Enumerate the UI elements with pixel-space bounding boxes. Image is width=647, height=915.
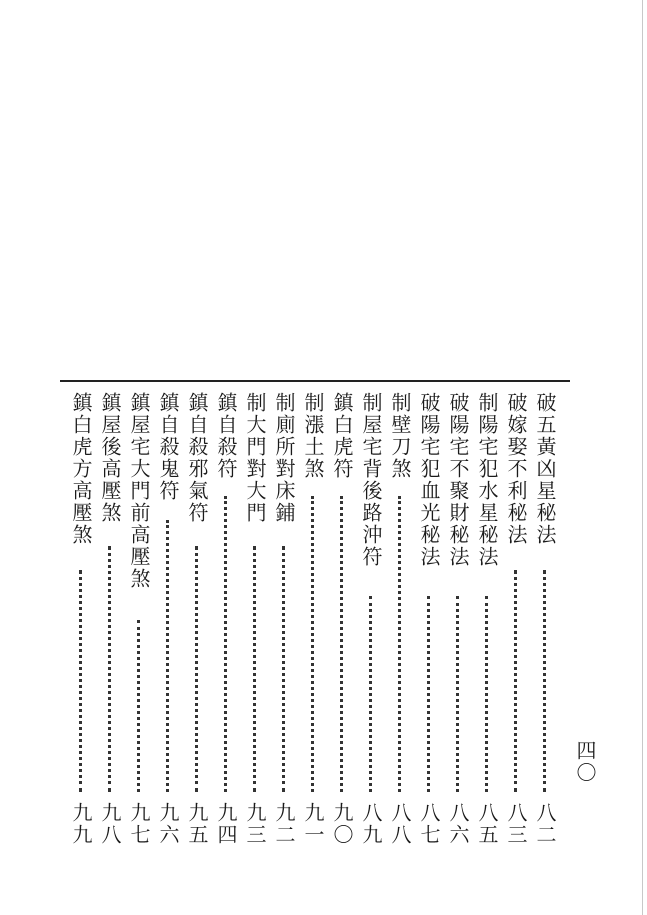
entry-title: 破五黃凶星秘法	[533, 392, 557, 546]
toc-entry-1[interactable]	[530, 392, 560, 862]
dot-leader	[108, 546, 111, 792]
entry-page: 九七	[127, 802, 151, 846]
entry-page: 八九	[359, 802, 383, 846]
toc-entry-14[interactable]	[153, 392, 183, 862]
entry-title: 破陽宅犯血光秘法	[417, 392, 441, 568]
header-rule	[60, 380, 570, 382]
dot-leader	[166, 520, 169, 792]
entry-title: 制大門對大門	[243, 392, 267, 524]
dot-leader	[253, 546, 256, 792]
toc-entry-9[interactable]	[298, 392, 328, 862]
dot-leader	[369, 596, 372, 792]
dot-leader	[398, 496, 401, 792]
table-of-contents	[60, 392, 560, 862]
toc-entry-4[interactable]	[443, 392, 473, 862]
toc-entry-6[interactable]	[385, 392, 415, 862]
entry-title: 鎮白虎方高壓煞	[69, 392, 93, 546]
entry-page: 九九	[69, 802, 93, 846]
toc-entry-3[interactable]	[472, 392, 502, 862]
entry-title: 制陽宅犯水星秘法	[475, 392, 499, 568]
dot-leader	[514, 570, 517, 792]
dot-leader	[195, 546, 198, 792]
toc-entry-7[interactable]	[356, 392, 386, 862]
entry-title: 制屋宅背後路沖符	[359, 392, 383, 568]
toc-entry-16[interactable]	[95, 392, 125, 862]
entry-page: 九四	[214, 802, 238, 846]
dot-leader	[282, 546, 285, 792]
entry-title: 制廁所對床鋪	[272, 392, 296, 524]
entry-page: 八八	[388, 802, 412, 846]
entry-page: 九五	[185, 802, 209, 846]
toc-entry-13[interactable]	[182, 392, 212, 862]
toc-entry-17[interactable]	[66, 392, 96, 862]
toc-entry-2[interactable]	[501, 392, 531, 862]
toc-entry-8[interactable]	[327, 392, 357, 862]
dot-leader	[340, 496, 343, 792]
dot-leader	[485, 596, 488, 792]
dot-leader	[311, 496, 314, 792]
entry-title: 制漲土煞	[301, 392, 325, 480]
entry-title: 破嫁娶不利秘法	[504, 392, 528, 546]
entry-page: 八二	[533, 802, 557, 846]
entry-page: 八六	[446, 802, 470, 846]
toc-entry-5[interactable]	[414, 392, 444, 862]
dot-leader	[137, 620, 140, 792]
toc-entry-11[interactable]	[240, 392, 270, 862]
page-folio: 四〇	[573, 740, 597, 784]
entry-title: 鎮自殺符	[214, 392, 238, 480]
toc-entry-12[interactable]	[211, 392, 241, 862]
entry-page: 八五	[475, 802, 499, 846]
entry-page: 九八	[98, 802, 122, 846]
entry-title: 鎮自殺邪氣符	[185, 392, 209, 524]
dot-leader	[543, 570, 546, 792]
dot-leader	[456, 596, 459, 792]
entry-page: 八七	[417, 802, 441, 846]
entry-title: 制壁刀煞	[388, 392, 412, 480]
entry-page: 九六	[156, 802, 180, 846]
entry-title: 鎮白虎符	[330, 392, 354, 480]
dot-leader	[224, 496, 227, 792]
entry-title: 鎮屋宅大門前高壓煞	[127, 392, 151, 590]
entry-page: 八三	[504, 802, 528, 846]
toc-entry-10[interactable]	[269, 392, 299, 862]
entry-page: 九一	[301, 802, 325, 846]
entry-title: 破陽宅不聚財秘法	[446, 392, 470, 568]
entry-page: 九〇	[330, 802, 354, 846]
toc-entry-15[interactable]	[124, 392, 154, 862]
entry-page: 九二	[272, 802, 296, 846]
entry-title: 鎮自殺鬼符	[156, 392, 180, 502]
dot-leader	[427, 596, 430, 792]
entry-title: 鎮屋後高壓煞	[98, 392, 122, 524]
dot-leader	[79, 570, 82, 792]
entry-page: 九三	[243, 802, 267, 846]
page-edge	[642, 0, 643, 915]
